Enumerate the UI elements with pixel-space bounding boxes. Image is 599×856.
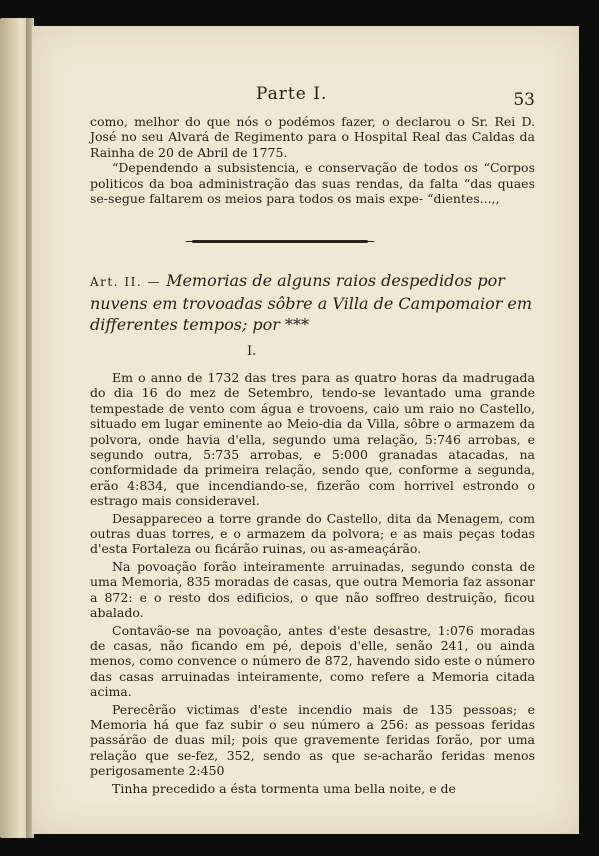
body-paragraph: Desappareceo a torre grande do Castello, dita da Menagem, com outras duas torres, e o armazem da polvora; e as mais peças todas d'esta Fortaleza ou ficárão ruinas, ou as-ameaçárão. [90,510,535,557]
body-paragraph: Tinha precedido a ésta tormenta uma bella noite, e de [112,780,456,796]
article-body [90,370,535,798]
body-paragraph: Perecêrão victimas d'este incendio mais de 135 pessoas; e Memoria há que faz subir o seu número a 256: as pessoas feridas passárão de duas mil; pois que gravemente feridas forão, por uma relação que se-fez, 352, sendo as que se-acharão feridas menos perigosamente 2:450 [90,701,535,779]
page-header [90,84,535,110]
body-paragraph: Em o anno de 1732 das tres para as quatro horas da madrugada do dia 16 do mez de Setembro, tendo-se levantado uma grande tempestade de vento com água e trovoens, caio um raio no Castello, situado em lugar eminente ao Meio-dia da Villa, sôbre o armazem da polvora, onde havia d'ella, segundo uma relação, 5:746 arrobas, e segundo outra, 5:735 arrobas, e 5:000 granadas atacadas, na conformidade da primeira relação, sendo que, conforme a segunda, erão 4:834, que incendiando-se, fizerão com horrivel estrondo o estrago mais consideravel. [90,370,535,509]
section-divider [192,240,368,243]
book-page [32,26,579,834]
body-paragraph: Contavão-se na povoação, antes d'este desastre, 1:076 moradas de casas, não ficando em pé, depois d'elle, senão 241, ou ainda menos, como convence o número de 872, havendo sido este o número das casas arruinadas inteiramente, como refere a Memoria citada acima. [90,622,535,700]
article-lead: Art. II. — [90,275,161,289]
article-title [90,270,535,335]
body-paragraph: Na povoação forão inteiramente arruinadas, segundo consta de uma Memoria, 835 moradas de casas, que outra Memoria faz assonar a 872: e o resto dos edificios, o que não soffreo destruição, ficou abalado. [90,558,535,621]
article-title-text: Memorias de alguns raios despedidos por nuvens em trovoadas sôbre a Villa de Campomaior em differentes tempos; por *** [90,271,533,334]
running-head: Parte I. [256,84,328,104]
section-number: I. [247,344,257,359]
intro-text [90,114,535,206]
quote-paragraph: “Dependendo a subsistencia, e conservação de todos os “Corpos politicos da boa administração das suas rendas, da falta “das quaes se-segue faltarem os meios para todos os mais expe- “dientes...,, [90,160,535,207]
page-number: 53 [513,90,535,110]
intro-paragraph: como, melhor do que nós o podémos fazer, o declarou o Sr. Rei D. José no seu Alvará de Regimento para o Hospital Real das Caldas da Rainha de 20 de Abril de 1775. [90,114,535,160]
